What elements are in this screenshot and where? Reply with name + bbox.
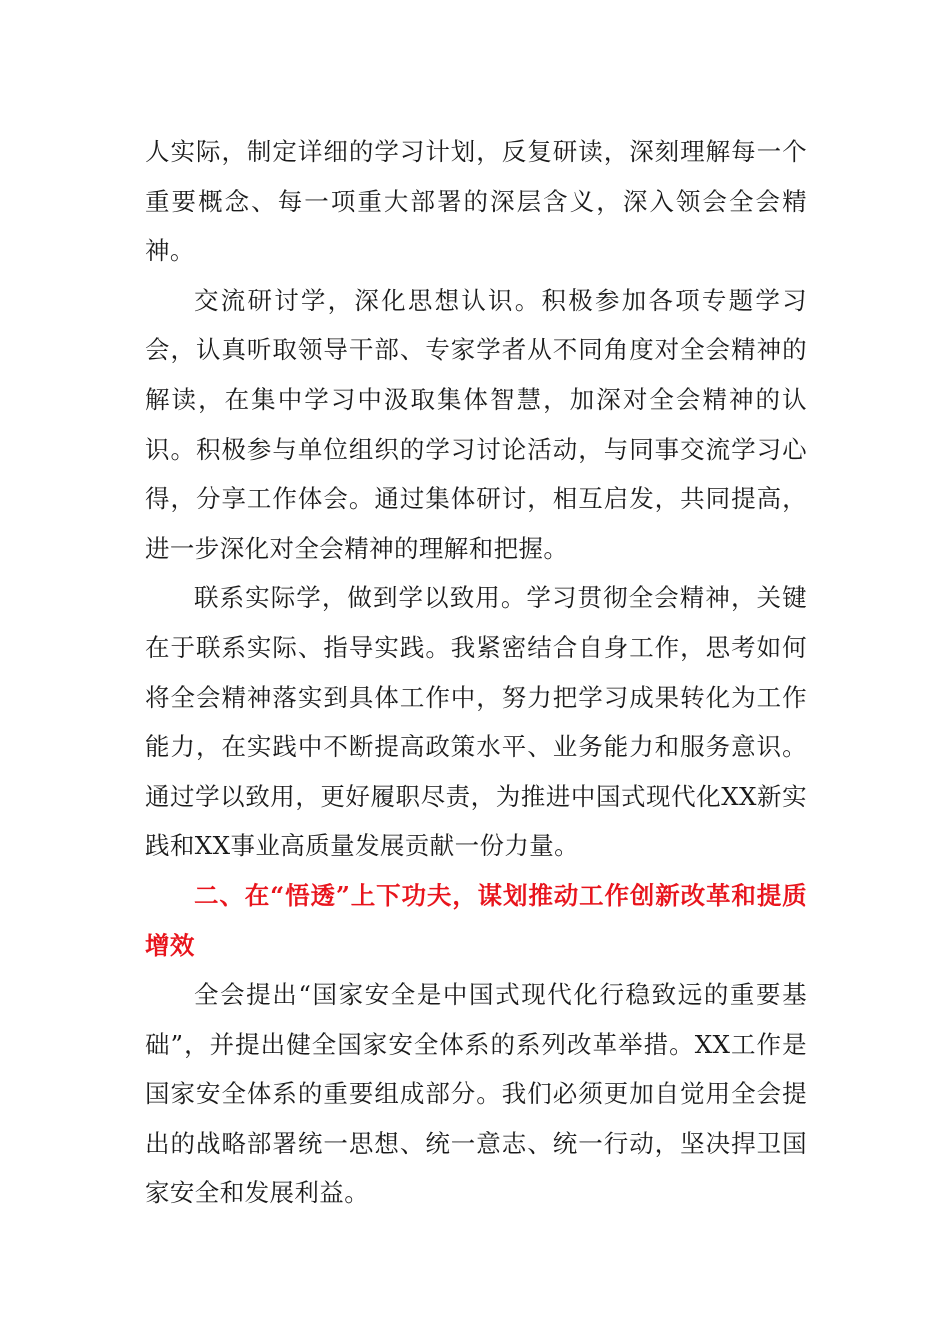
continued-paragraph: 人实际，制定详细的学习计划，反复研读，深刻理解每一个重要概念、每一项重大部署的深层含义，深入领会全会精神。 bbox=[145, 137, 807, 266]
paragraph-national-security: 全会提出“国家安全是中国式现代化行稳致远的重要基础”，并提出健全国家安全体系的系列改革举措。XX工作是国家安全体系的重要组成部分。我们必须更加自觉用全会提出的战略部署统一思想、统一意志、统一行动，坚决捍卫国家安全和发展利益。 bbox=[145, 980, 807, 1208]
paragraph-practice-application: 联系实际学，做到学以致用。学习贯彻全会精神，关键在于联系实际、指导实践。我紧密结合自身工作，思考如何将全会精神落实到具体工作中，努力把学习成果转化为工作能力，在实践中不断提高政策水平、业务能力和服务意识。通过学以致用，更好履职尽责，为推进中国式现代化XX新实践和XX事业高质量发展贡献一份力量。 bbox=[145, 583, 807, 861]
document-body bbox=[145, 127, 807, 1218]
paragraph-exchange-discussion: 交流研讨学，深化思想认识。积极参加各项专题学习会，认真听取领导干部、专家学者从不同角度对全会精神的解读，在集中学习中汲取集体智慧，加深对全会精神的认识。积极参与单位组织的学习讨论活动，与同事交流学习心得，分享工作体会。通过集体研讨，相互启发，共同提高，进一步深化对全会精神的理解和把握。 bbox=[145, 285, 807, 563]
section-heading: 二、在“悟透”上下功夫，谋划推动工作创新改革和提质增效 bbox=[145, 880, 807, 960]
